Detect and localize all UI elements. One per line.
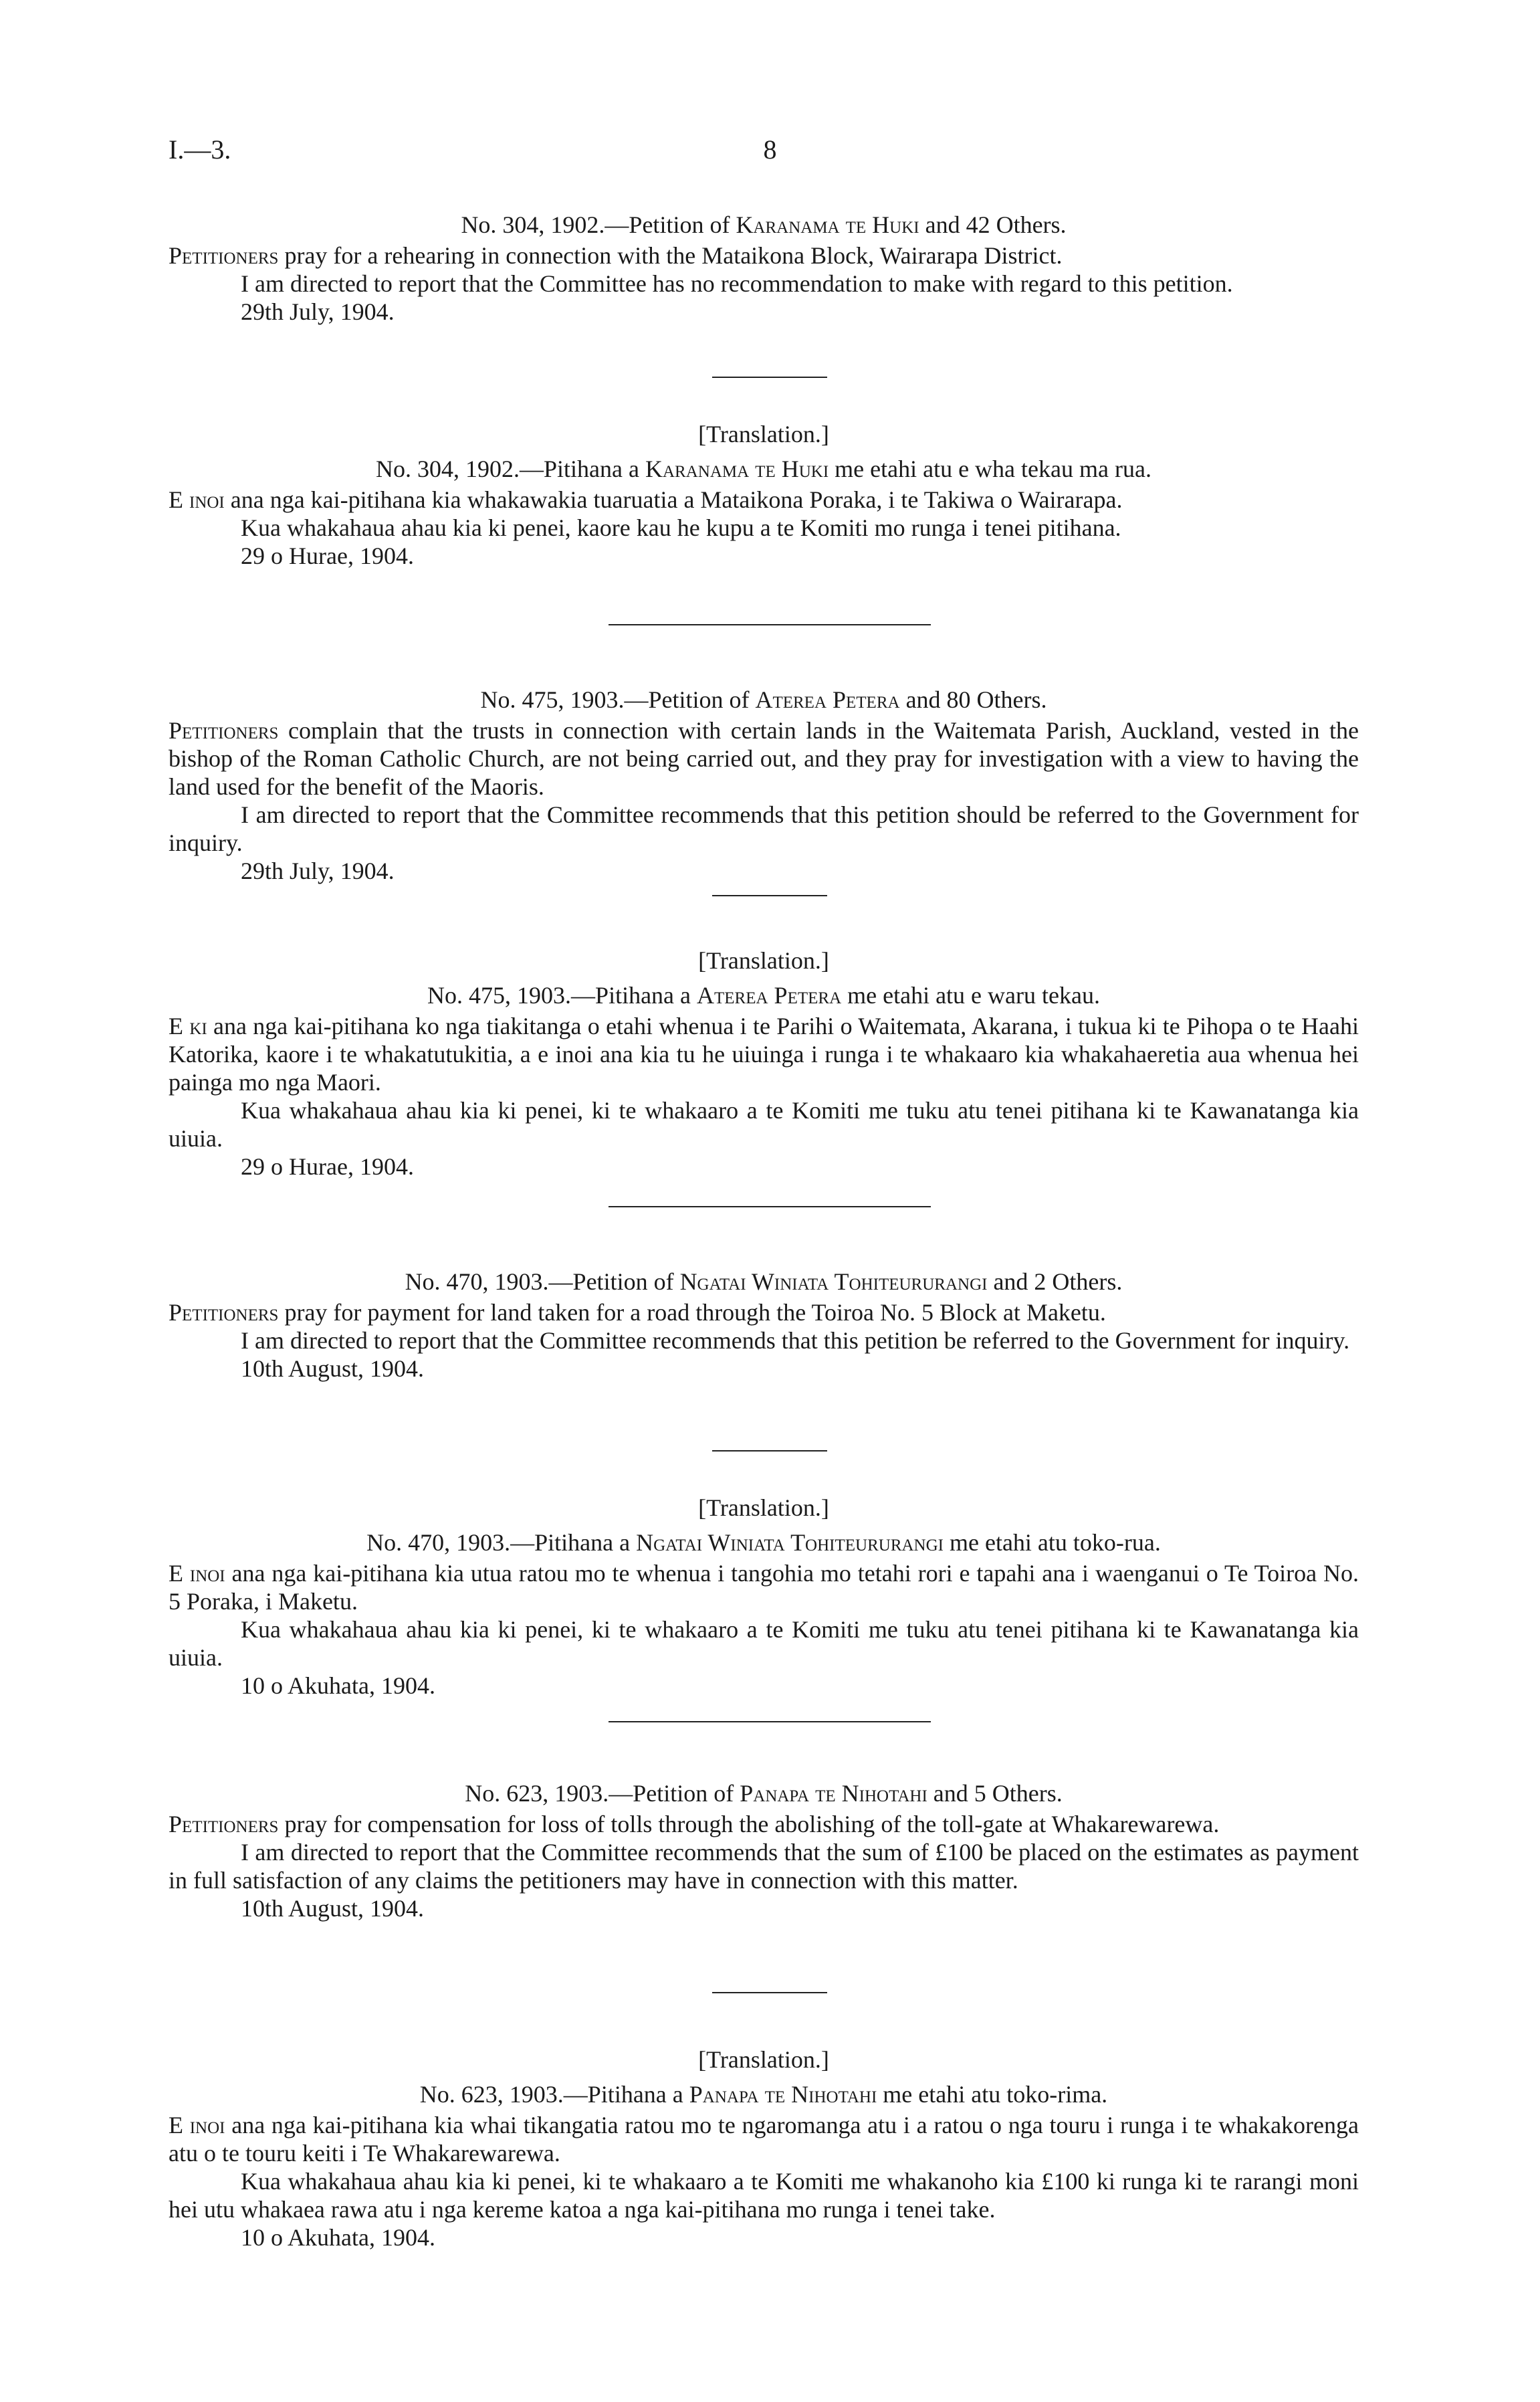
translation-label: [Translation.] — [698, 947, 829, 974]
petition-623-english — [169, 1779, 1359, 1922]
report-date: 29 o Hurae, 1904. — [241, 542, 414, 569]
page-header — [0, 134, 1540, 181]
translation-label: [Translation.] — [698, 421, 829, 447]
report-date: 10th August, 1904. — [241, 1895, 425, 1922]
committee-report: I am directed to report that the Committee has no recommendation to make with regard to this petition. — [241, 270, 1233, 297]
petition-prayer: E inoi ana nga kai-pitihana kia whakawakia tuaruatia a Mataikona Poraka, i te Takiwa o Wairarapa. — [169, 486, 1123, 513]
report-date: 10 o Akuhata, 1904. — [241, 1672, 435, 1699]
translation-label: [Translation.] — [698, 2046, 829, 2073]
committee-report: I am directed to report that the Committee recommends that this petition be referred to the Government for inquiry. — [241, 1327, 1350, 1354]
petition-title: No. 304, 1902.—Petition of Karanama te Huki and 42 Others. — [461, 211, 1067, 238]
section-divider — [609, 1206, 931, 1207]
section-divider — [609, 624, 931, 625]
petition-470-english — [169, 1268, 1359, 1383]
petition-title: No. 470, 1903.—Petition of Ngatai Winiata Tohiteururangi and 2 Others. — [405, 1268, 1123, 1295]
petition-title: No. 475, 1903.—Pitihana a Aterea Petera me etahi atu e waru tekau. — [427, 982, 1100, 1009]
committee-report: Kua whakahaua ahau kia ki penei, ki te whakaaro a te Komiti me tuku atu tenei pitihana ki te Kawanatanga kia uiuia. — [169, 1097, 1359, 1152]
committee-report: I am directed to report that the Committee recommends that this petition should be referred to the Government for inquiry. — [169, 801, 1359, 856]
petition-prayer: E inoi ana nga kai-pitihana kia utua ratou mo te whenua i tangohia mo tetahi rori e tapahi ana i waenganui o Te Toiroa No. 5 Poraka, i Maketu. — [169, 1560, 1359, 1615]
report-date: 10 o Akuhata, 1904. — [241, 2224, 435, 2251]
petition-title: No. 623, 1903.—Pitihana a Panapa te Nihotahi me etahi atu toko-rima. — [419, 2081, 1108, 2108]
section-divider — [712, 1450, 827, 1452]
petition-prayer: Petitioners pray for compensation for loss of tolls through the abolishing of the toll-gate at Whakarewarewa. — [169, 1811, 1220, 1837]
section-divider — [609, 1721, 931, 1722]
section-divider — [712, 1992, 827, 1993]
report-date: 29th July, 1904. — [241, 858, 395, 884]
petition-prayer: Petitioners pray for payment for land taken for a road through the Toiroa No. 5 Block at Maketu. — [169, 1299, 1106, 1326]
report-date: 29th July, 1904. — [241, 298, 395, 325]
petition-623-translation — [169, 2045, 1359, 2251]
section-divider — [712, 377, 827, 378]
committee-report: I am directed to report that the Committee recommends that the sum of £100 be placed on the estimates as payment in full satisfaction of any claims the petitioners may have in connection with this matter. — [169, 1839, 1359, 1894]
report-date: 10th August, 1904. — [241, 1355, 425, 1382]
committee-report: Kua whakahaua ahau kia ki penei, ki te whakaaro a te Komiti me whakanoho kia £100 ki runga ki te rarangi moni hei utu whakaea rawa atu i nga kereme katoa a nga kai-pitihana mo runga i tenei take. — [169, 2168, 1359, 2223]
report-date: 29 o Hurae, 1904. — [241, 1153, 414, 1180]
petition-prayer: Petitioners complain that the trusts in connection with certain lands in the Waitemata Parish, Auckland, vested in the bishop of the Roman Catholic Church, are not being carried out, and they pray for investigation with a view to having the land used for the benefit of the Maoris. — [169, 717, 1359, 800]
petition-title: No. 475, 1903.—Petition of Aterea Petera and 80 Others. — [480, 686, 1047, 713]
petition-prayer: E inoi ana nga kai-pitihana kia whai tikangatia ratou mo te ngaromanga atu i a ratou o nga touru i runga i te whakakorenga atu o te touru keiti i Te Whakarewarewa. — [169, 2112, 1359, 2167]
translation-label: [Translation.] — [698, 1494, 829, 1521]
committee-report: Kua whakahaua ahau kia ki penei, kaore kau he kupu a te Komiti mo runga i tenei pitihana. — [241, 514, 1121, 541]
petition-title: No. 623, 1903.—Petition of Panapa te Nihotahi and 5 Others. — [465, 1780, 1063, 1807]
petition-prayer: E ki ana nga kai-pitihana ko nga tiakitanga o etahi whenua i te Parihi o Waitemata, Akarana, i tukua ki te Pihopa o te Haahi Katorika, kaore i te whakatutukitia, a e inoi ana kia tu he uiuinga i runga i te whakaaro kia whakahaeretia aua whenua hei painga mo nga Maori. — [169, 1013, 1359, 1096]
paper-reference: I.—3. — [169, 134, 231, 165]
petition-475-english — [169, 686, 1359, 885]
petition-title: No. 304, 1902.—Pitihana a Karanama te Huki me etahi atu e wha tekau ma rua. — [376, 456, 1151, 482]
committee-report: Kua whakahaua ahau kia ki penei, ki te whakaaro a te Komiti me tuku atu tenei pitihana ki te Kawanatanga kia uiuia. — [169, 1616, 1359, 1671]
petition-470-translation — [169, 1494, 1359, 1700]
petition-304-english — [169, 211, 1359, 326]
page-number: 8 — [763, 134, 777, 165]
petition-prayer: Petitioners pray for a rehearing in connection with the Mataikona Block, Wairarapa District. — [169, 242, 1063, 269]
petition-title: No. 470, 1903.—Pitihana a Ngatai Winiata Tohiteururangi me etahi atu toko-rua. — [366, 1529, 1161, 1556]
section-divider — [712, 895, 827, 896]
petition-304-translation — [169, 420, 1359, 570]
petition-475-translation — [169, 946, 1359, 1181]
